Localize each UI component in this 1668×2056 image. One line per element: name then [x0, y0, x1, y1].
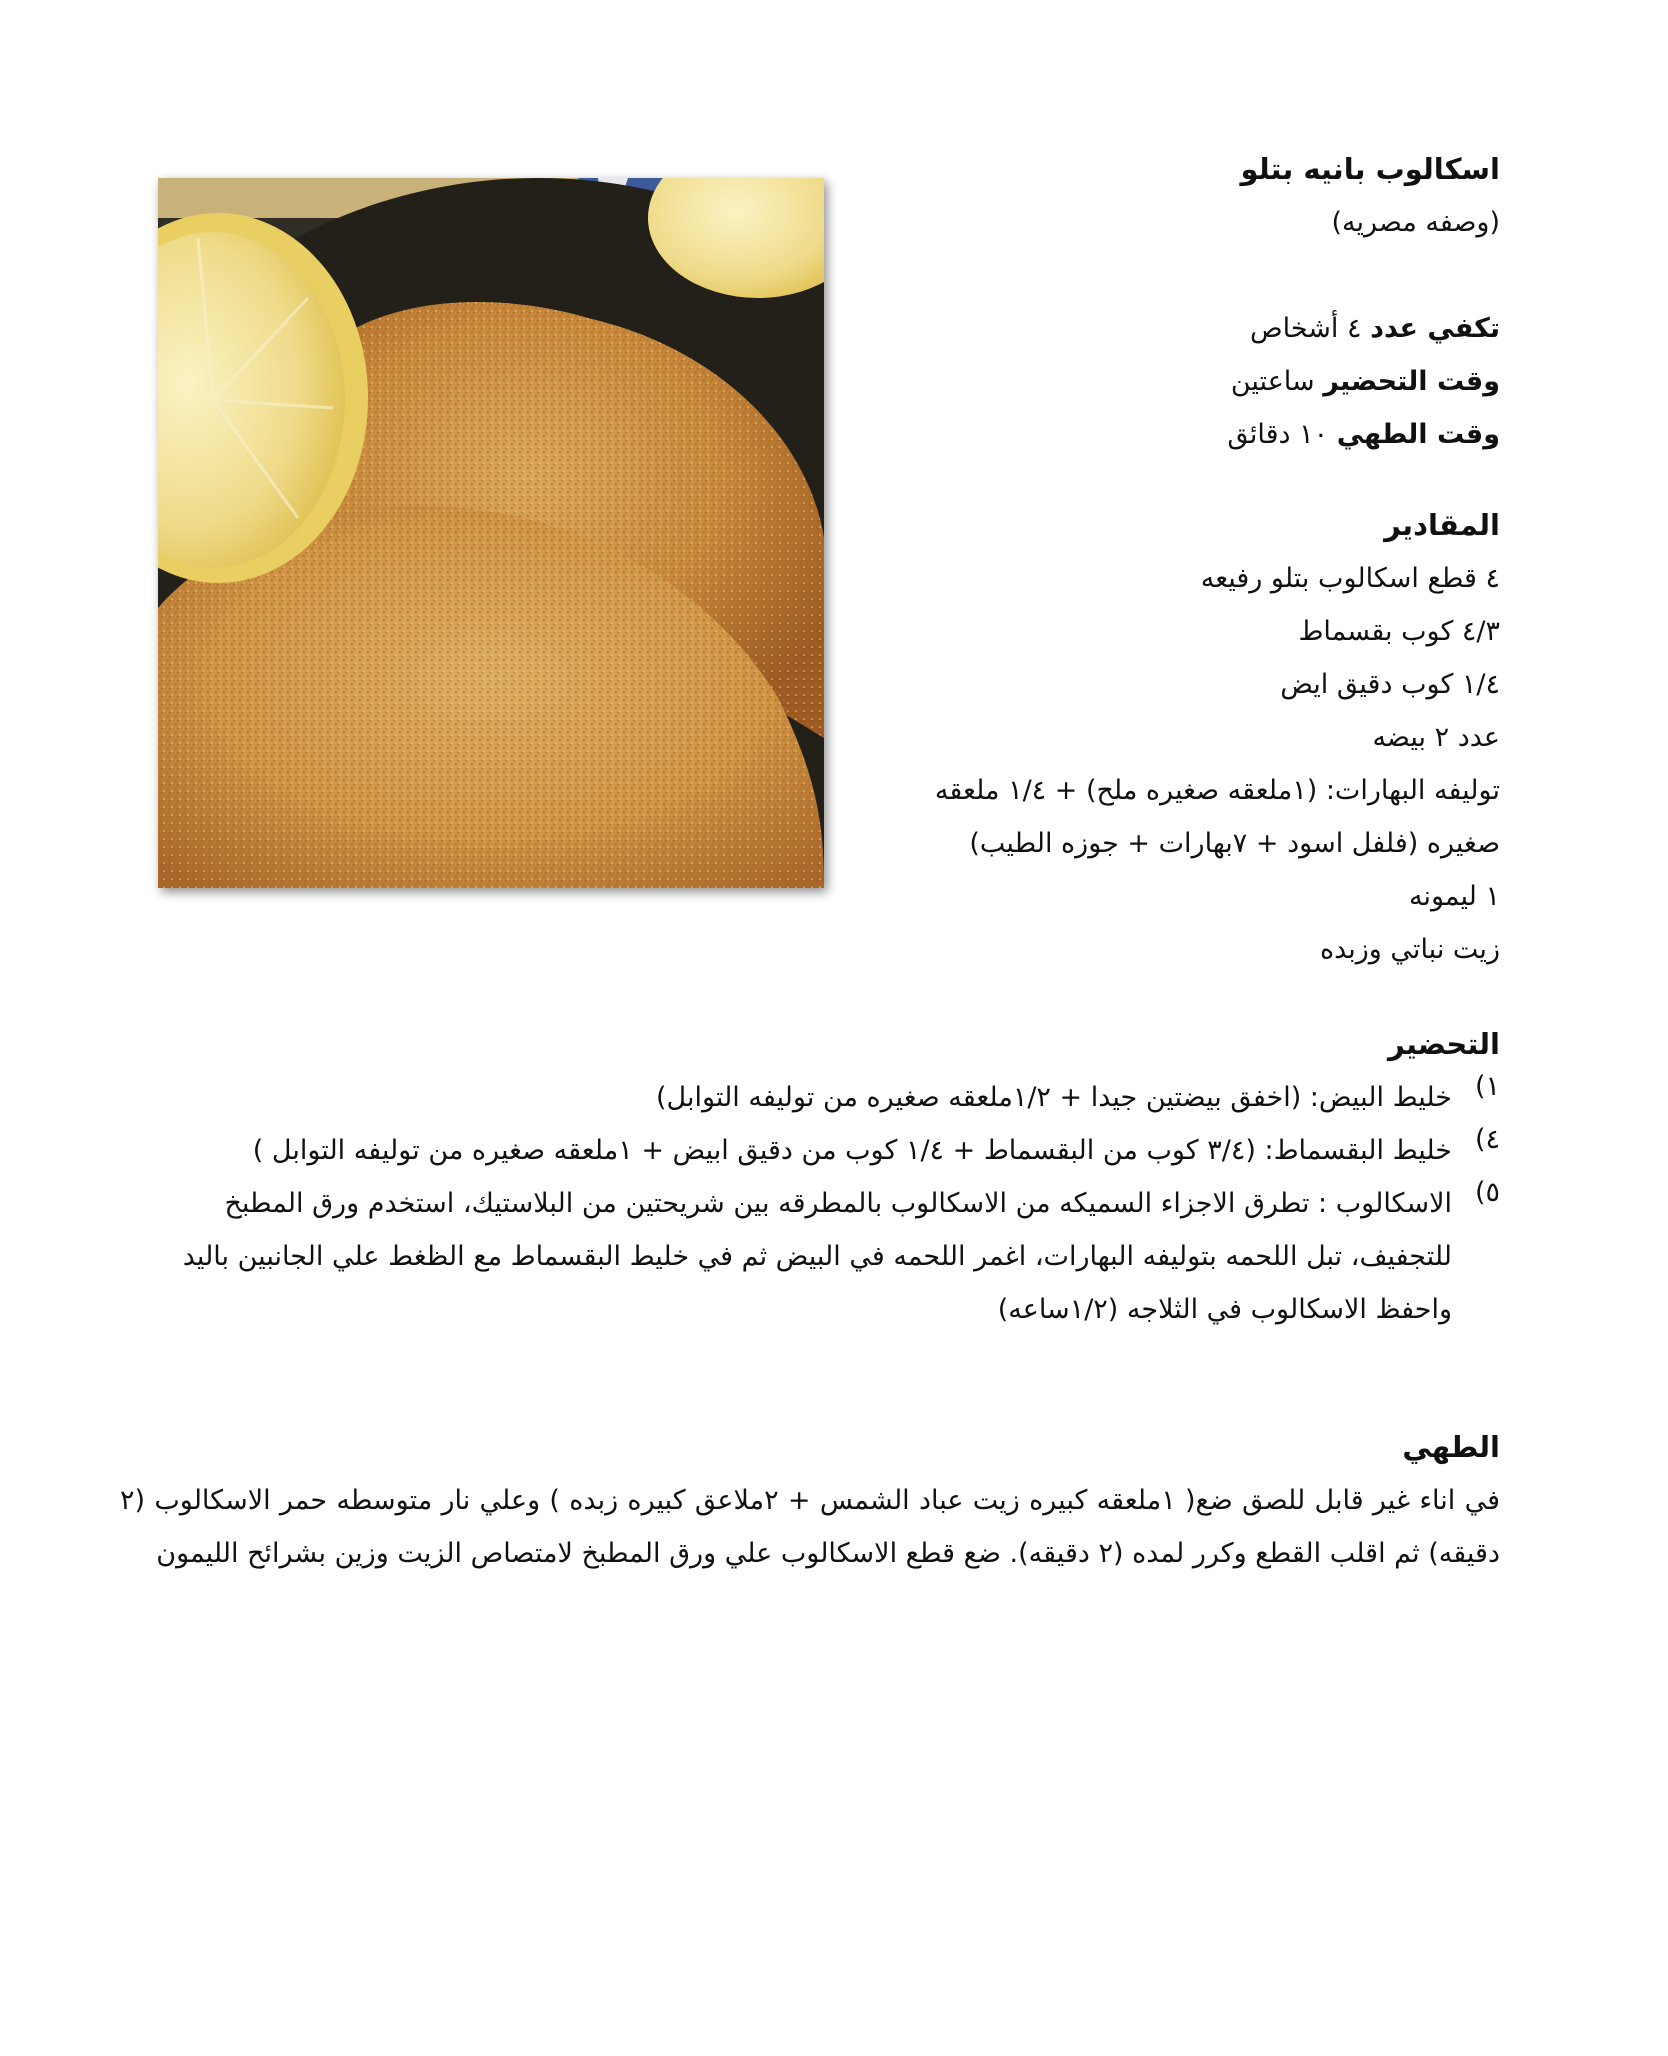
- ingredient-item: ١/٤ كوب دقيق ايض: [1280, 669, 1500, 700]
- serves-value: ٤ أشخاص: [1249, 313, 1362, 344]
- preparation-step: [120, 1124, 1500, 1177]
- step-text: الاسكالوب : تطرق الاجزاء السميكه من الاسكالوب بالمطرقه بين شريحتين من البلاستيك، استخدم ورق المطبخ للتجفيف، تبل اللحمه بتوليفه البهارات، اغمر اللحمه في البيض ثم في خليط البقسماط مع الظغط علي الجانبين باليد واحفظ الاسكالوب في الثلاجه (١/٢ساعه): [182, 1188, 1452, 1325]
- preparation-section: [120, 1018, 1500, 1336]
- cook-time-line: [900, 408, 1500, 461]
- step-number: ٤): [1474, 1124, 1500, 1155]
- ingredient-item: زيت نباتي وزبده: [1319, 934, 1500, 965]
- recipe-title: اسكالوب بانيه بتلو: [1240, 152, 1500, 186]
- recipe-subtitle: (وصفه مصريه): [1331, 207, 1500, 238]
- cook-time-label: وقت الطهي: [1336, 419, 1500, 450]
- ingredients-heading: المقادير: [1384, 508, 1500, 542]
- ingredients-section: [600, 499, 1500, 976]
- spacer: [900, 249, 1500, 302]
- ingredient-item: ١ ليمونه: [1408, 881, 1500, 912]
- preparation-heading: التحضير: [1387, 1027, 1500, 1061]
- ingredient-item: ٤ قطع اسكالوب بتلو رفيعه: [1200, 563, 1500, 594]
- step-number: ١): [1474, 1071, 1500, 1102]
- cook-time-value: ١٠ دقائق: [1227, 419, 1329, 450]
- step-text: خليط البقسماط: (٣/٤ كوب من البقسماط + ١/٤ كوب من دقيق ابيض + ١ملعقه صغيره من توليفه التوابل ): [252, 1135, 1452, 1166]
- ingredient-item: صغيره (فلفل اسود + ٧بهارات + جوزه الطيب): [969, 828, 1500, 859]
- recipe-header: [900, 143, 1500, 461]
- prep-time-value: ساعتين: [1230, 366, 1315, 397]
- ingredient-item: عدد ٢ بيضه: [1372, 722, 1500, 753]
- step-number: ٥): [1474, 1177, 1500, 1208]
- ingredient-item: ٤/٣ كوب بقسماط: [1298, 616, 1500, 647]
- cooking-section: [120, 1421, 1500, 1580]
- step-text: خليط البيض: (اخفق بيضتين جيدا + ١/٢ملعقه صغيره من توليفه التوابل): [655, 1082, 1452, 1113]
- preparation-step: [120, 1071, 1500, 1124]
- cooking-text: في اناء غير قابل للصق ضع( ١ملعقه كبيره زيت عباد الشمس + ٢ملاعق كبيره زبده ) وعلي نار متوسطه حمر الاسكالوب (٢ دقيقه) ثم اقلب القطع وكرر لمده (٢ دقيقه). ضع قطع الاسكالوب علي ورق المطبخ لامتصاص الزيت وزين بشرائح الليمون: [120, 1485, 1500, 1569]
- prep-time-label: وقت التحضير: [1323, 366, 1500, 397]
- serves-line: [900, 302, 1500, 355]
- cooking-heading: الطهي: [1402, 1430, 1500, 1464]
- prep-time-line: [900, 355, 1500, 408]
- serves-label: تكفي عدد: [1370, 313, 1500, 344]
- ingredient-item: توليفه البهارات: (١ملعقه صغيره ملح) + ١/٤ ملعقه: [934, 775, 1500, 806]
- preparation-step: [120, 1177, 1500, 1336]
